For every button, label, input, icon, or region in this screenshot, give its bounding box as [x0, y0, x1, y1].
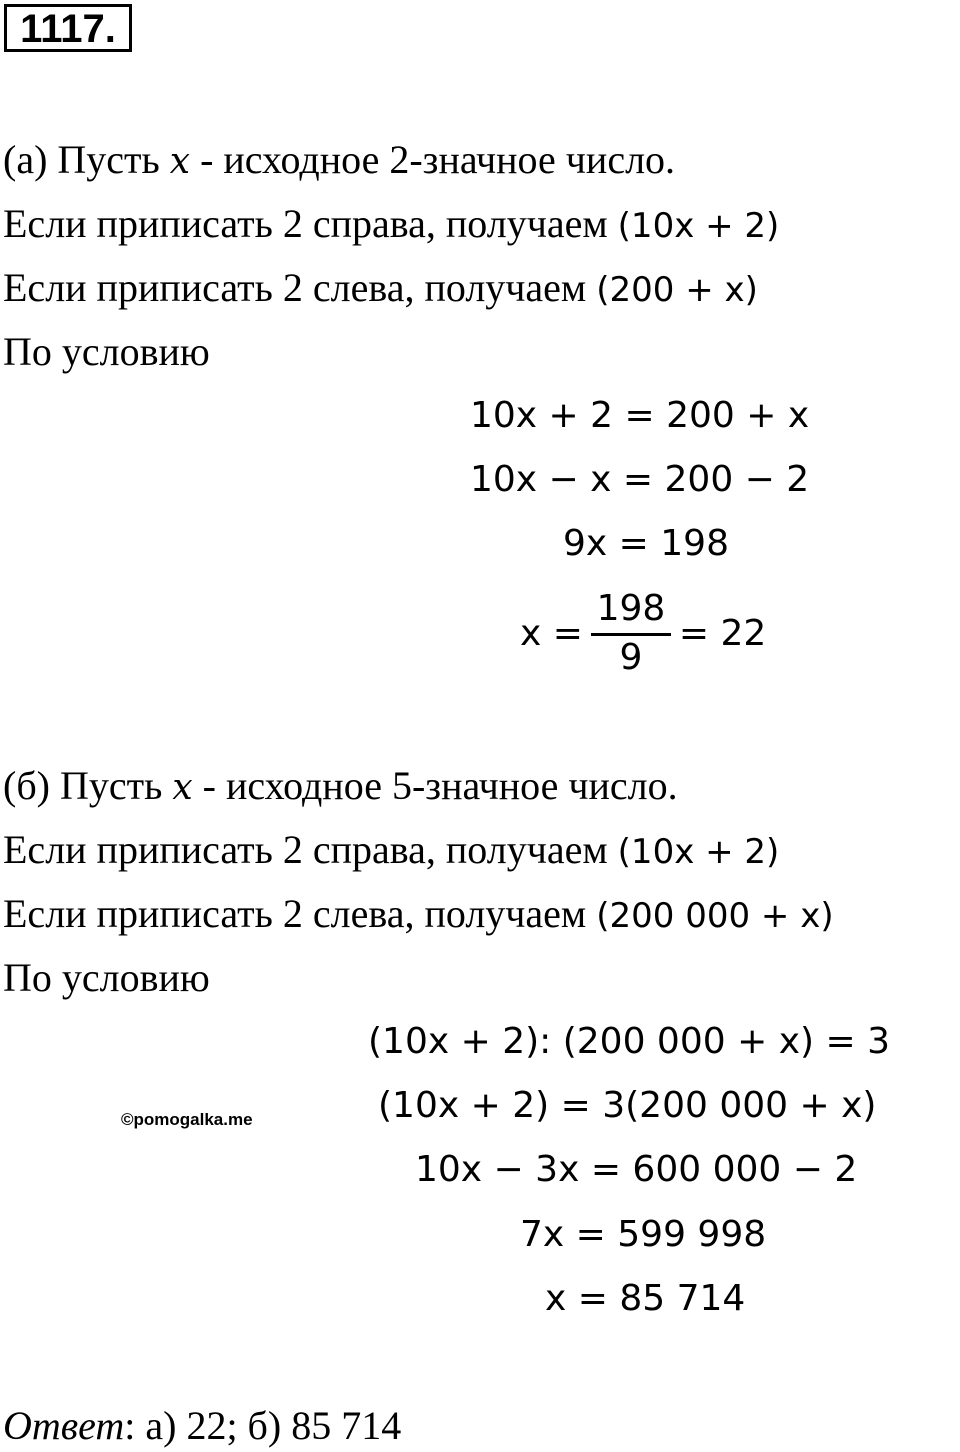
part-b-equation-3: 10x − 3x = 600 000 − 2 [415, 1149, 858, 1190]
part-a-equation-4 [520, 578, 766, 688]
part-b-equation-1: (10x + 2): (200 000 + x) = 3 [368, 1021, 890, 1062]
part-a-left-expression: (200 + x) [596, 270, 758, 310]
part-a-right-expression: (10x + 2) [617, 206, 780, 246]
part-b-intro-prefix: (б) Пусть [3, 763, 173, 808]
part-b-right-expression: (10x + 2) [617, 832, 780, 872]
part-b-equation-2: (10x + 2) = 3(200 000 + x) [378, 1085, 877, 1126]
part-a-eq4-right: = 22 [678, 612, 767, 654]
part-a-right-text: Если приписать 2 справа, получаем [3, 201, 618, 246]
part-a-equation-3: 9x = 198 [563, 523, 729, 564]
part-b-intro-variable: x [172, 767, 193, 808]
part-b-left-text: Если приписать 2 слева, получаем [3, 891, 597, 936]
answer-text: : а) 22; б) 85 714 [124, 1403, 402, 1448]
part-b-equation-4: 7x = 599 998 [520, 1214, 767, 1255]
part-b-line-intro [3, 762, 678, 812]
part-b-left-expression: (200 000 + x) [596, 896, 834, 936]
part-a-line-left [3, 264, 758, 314]
fraction-numerator: 198 [596, 587, 666, 629]
part-b-condition-label: По условию [3, 955, 210, 1000]
answer-label: Ответ [3, 1403, 125, 1448]
part-b-line-left [3, 890, 834, 940]
part-a-equation-2: 10x − x = 200 − 2 [470, 459, 810, 500]
part-a-line-intro [3, 136, 675, 186]
part-b-right-text: Если приписать 2 справа, получаем [3, 827, 618, 872]
part-b-equation-5: x = 85 714 [545, 1278, 746, 1319]
part-a-equation-1: 10x + 2 = 200 + x [470, 395, 810, 436]
part-a-condition-label: По условию [3, 329, 210, 374]
part-a-fraction [591, 589, 671, 678]
part-a-left-text: Если приписать 2 слева, получаем [3, 265, 597, 310]
part-b-intro-suffix: - исходное 5-значное число. [192, 763, 678, 808]
fraction-denominator: 9 [619, 636, 643, 678]
part-a-intro-prefix: (а) Пусть [3, 137, 170, 182]
part-b-line-right [3, 826, 779, 876]
part-a-line-right [3, 200, 779, 250]
answer-line [3, 1402, 401, 1450]
part-a-intro-variable: x [169, 141, 191, 182]
problem-number: 1117. [4, 4, 132, 52]
watermark: ©pomogalka.me [121, 1110, 253, 1129]
part-a-intro-suffix: - исходное 2-значное число. [190, 137, 676, 182]
part-a-eq4-left: x = [520, 612, 583, 654]
